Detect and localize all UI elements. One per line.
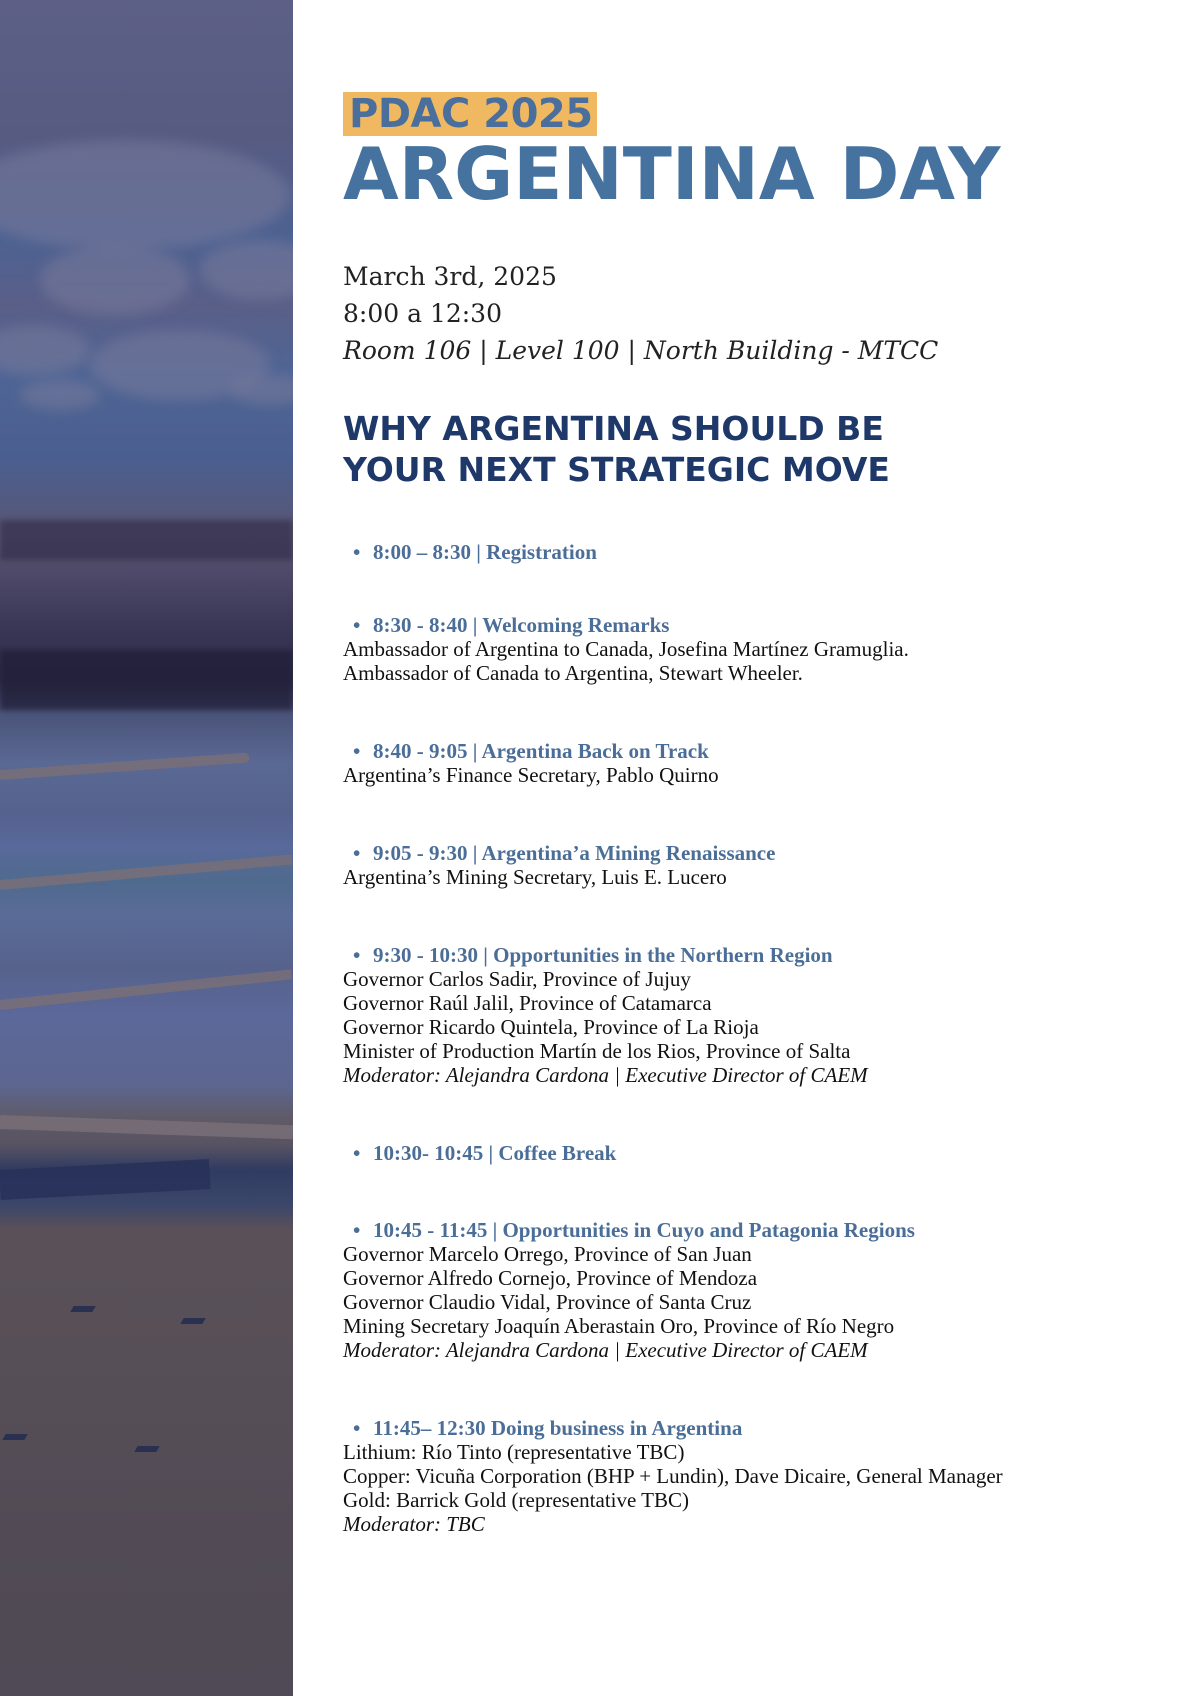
cover-photo-lithium-ponds [0, 0, 293, 1696]
agenda-item-heading: • 9:30 - 10:30 | Opportunities in the Northern Region [353, 943, 833, 967]
bullet-icon: • [353, 1141, 361, 1165]
bullet-icon: • [353, 841, 361, 865]
agenda-item-mining-renaissance [343, 841, 775, 889]
bullet-icon: • [353, 739, 361, 763]
agenda-item-heading: • 10:30- 10:45 | Coffee Break [353, 1141, 617, 1165]
headline-line-1: WHY ARGENTINA SHOULD BE [343, 409, 884, 448]
moderator-line: Moderator: Alejandra Cardona | Executive Director of CAEM [343, 1338, 868, 1362]
agenda-item-heading: • 10:45 - 11:45 | Opportunities in Cuyo and Patagonia Regions [353, 1218, 915, 1242]
agenda-item-registration [343, 540, 597, 564]
speaker-line: Mining Secretary Joaquín Aberastain Oro, Province of Río Negro [343, 1314, 895, 1338]
agenda-item-heading: • 8:00 – 8:30 | Registration [353, 540, 597, 564]
section-headline [343, 408, 890, 490]
speaker-line: Governor Alfredo Cornejo, Province of Mendoza [343, 1266, 758, 1290]
page-title: ARGENTINA DAY [343, 132, 1001, 216]
bullet-icon: • [353, 1416, 361, 1440]
event-kicker-badge: PDAC 2025 [343, 92, 597, 136]
speaker-line: Governor Ricardo Quintela, Province of La Rioja [343, 1015, 759, 1039]
bullet-icon: • [353, 1218, 361, 1242]
speaker-line: Governor Claudio Vidal, Province of Santa Cruz [343, 1290, 752, 1314]
speaker-line: Governor Carlos Sadir, Province of Jujuy [343, 967, 691, 991]
speaker-line: Lithium: Río Tinto (representative TBC) [343, 1440, 685, 1464]
event-details [343, 258, 938, 369]
moderator-line: Moderator: TBC [343, 1512, 485, 1536]
agenda-item-doing-business [343, 1416, 1003, 1536]
agenda-item-heading: • 8:40 - 9:05 | Argentina Back on Track [353, 739, 709, 763]
event-time: 8:00 a 12:30 [343, 299, 502, 328]
bullet-icon: • [353, 613, 361, 637]
agenda-item-heading: • 11:45– 12:30 Doing business in Argentina [353, 1416, 743, 1440]
speaker-line: Argentina’s Mining Secretary, Luis E. Lucero [343, 865, 727, 889]
headline-line-2: YOUR NEXT STRATEGIC MOVE [343, 450, 890, 489]
speaker-line: Argentina’s Finance Secretary, Pablo Quirno [343, 763, 719, 787]
speaker-line: Minister of Production Martín de los Rios, Province of Salta [343, 1039, 851, 1063]
bullet-icon: • [353, 540, 361, 564]
moderator-line: Moderator: Alejandra Cardona | Executive Director of CAEM [343, 1063, 868, 1087]
speaker-line: Ambassador of Canada to Argentina, Stewart Wheeler. [343, 661, 803, 685]
agenda-item-northern-region [343, 943, 868, 1087]
bullet-icon: • [353, 943, 361, 967]
event-location: Room 106 | Level 100 | North Building - MTCC [343, 336, 939, 365]
agenda-item-cuyo-patagonia [343, 1218, 915, 1362]
agenda-item-welcoming-remarks [343, 613, 909, 685]
speaker-line: Copper: Vicuña Corporation (BHP + Lundin), Dave Dicaire, General Manager [343, 1464, 1003, 1488]
event-date: March 3rd, 2025 [343, 262, 557, 291]
agenda-item-coffee-break [343, 1141, 616, 1165]
agenda-item-heading: • 9:05 - 9:30 | Argentina’a Mining Renaissance [353, 841, 776, 865]
speaker-line: Ambassador of Argentina to Canada, Josefina Martínez Gramuglia. [343, 637, 909, 661]
speaker-line: Governor Marcelo Orrego, Province of San Juan [343, 1242, 752, 1266]
agenda-item-heading: • 8:30 - 8:40 | Welcoming Remarks [353, 613, 670, 637]
agenda-item-back-on-track [343, 739, 719, 787]
speaker-line: Gold: Barrick Gold (representative TBC) [343, 1488, 690, 1512]
speaker-line: Governor Raúl Jalil, Province of Catamarca [343, 991, 712, 1015]
